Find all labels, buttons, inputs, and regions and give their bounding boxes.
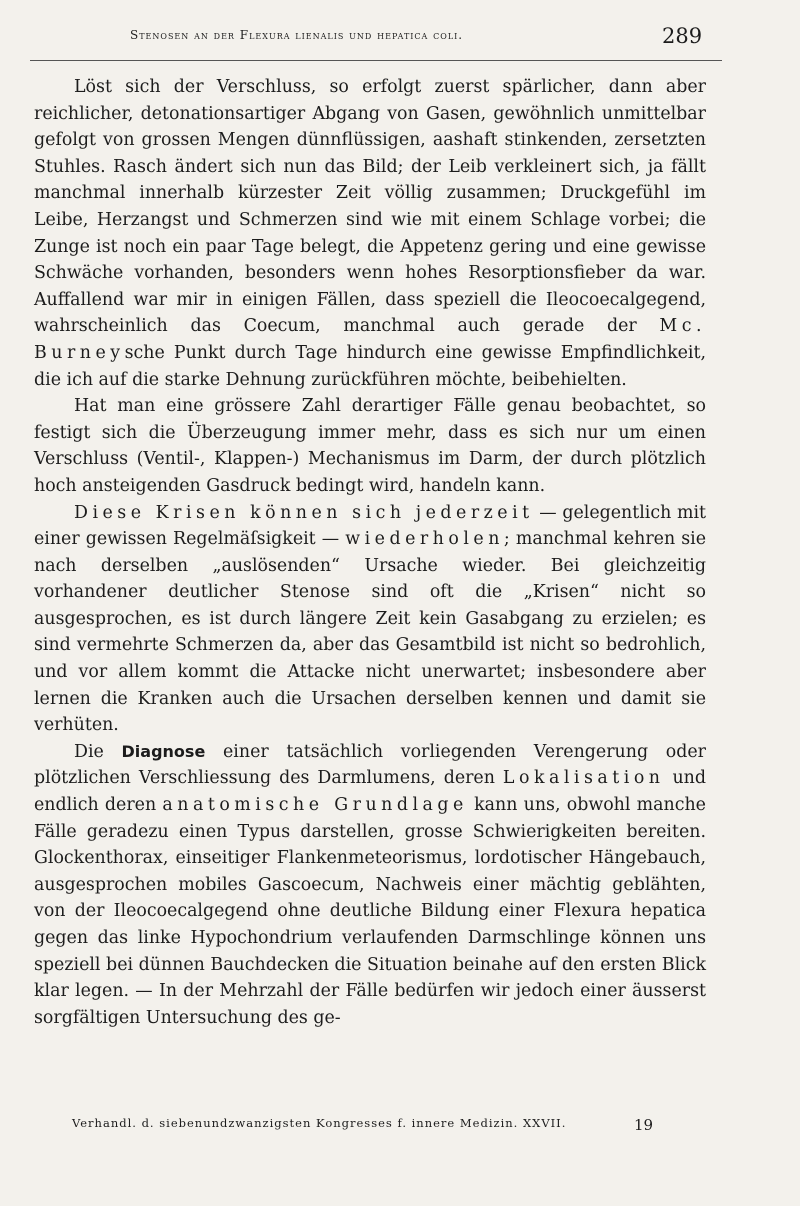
paragraph-2: Hat man eine grössere Zahl derartiger Fälle genau beobachtet, so festigt sich die Überzeugung immer mehr, dass es sich nur um einen Verschluss (Ventil-, Klappen-) Mechanismus im Darm, der durch plötzlich hoch ansteigenden Gasdruck bedingt wird, handeln kann. [34,396,706,496]
emphasis-anatomische-grundlage: anatomische Grundlage [162,795,468,816]
paragraph-1-text: Löst sich der Verschluss, so erfolgt zuerst spärlicher, dann aber reichlicher, detonationsartiger Abgang von Gasen, gewöhnlich unmittelbar gefolgt von grossen Mengen dünnflüssigen, aashaft stinkenden, zersetzten Stuhles. Rasch ändert sich nun das Bild; der Leib verkleinert sich, ja fällt manchmal innerhalb kürzester Zeit völlig zusammen; Druckgefühl im Leibe, Herzangst und Schmerzen sind wie mit einem Schlage vorbei; die Zunge ist noch ein paar Tage belegt, die Appetenz gering und eine gewisse Schwäche vorhanden, besonders wenn hohes Resorptionsfieber da war. Auffallend war mir in einigen Fällen, dass speziell die Ileocoecalgegend, wahrscheinlich das Coecum, manchmal auch gerade der [34,77,706,337]
paragraph-4-b: einer tatsächlich vorliegenden Verengerung oder plötzlichen Verschliessung des Darmlumens, deren [34,741,706,789]
header-rule [30,60,722,61]
body-text [34,74,706,1031]
paragraph-3 [34,500,706,739]
paragraph-4-c: und endlich deren [34,768,707,816]
heading-diagnose: Diagnose [121,741,206,761]
paragraph-3-b: ; manchmal kehren sie nach derselben „auslösenden“ Ursache wieder. Bei gleichzeitig vorhandener deutlicher Stenose sind oft die „Krisen“ nicht so ausgesprochen, es ist durch längere Zeit kein Gasabgang zu erzielen; es sind vermehrte Schmerzen da, aber das Gesamtbild ist nicht so bedrohlich, und vor allem kommt die Attacke nicht unerwartet; insbesondere aber lernen die Kranken auch die Ursachen derselben kennen und damit sie verhüten. [34,529,706,736]
signature-mark: 19 [634,1116,654,1134]
page-number: 289 [662,24,703,48]
footer-source: Verhandl. d. siebenundzwanzigsten Kongresses f. innere Medizin. XXVII. [72,1116,567,1130]
paragraph-3-a: — gelegentlich mit einer gewissen Regelmäſsigkeit — [34,502,706,550]
emphasis-lokalisation: Lokalisation [502,768,665,789]
emphasis-wiederholen: wiederholen [345,529,504,550]
paragraph-1-end: sche Punkt durch Tage hindurch eine gewisse Empfindlichkeit, die ich auf die starke Dehnung zurückführen möchte, beibehielten. [34,342,706,390]
running-title: Stenosen an der Flexura lienalis und hepatica coli. [130,28,464,42]
paragraph-1 [34,74,706,393]
emphasis-krisen: Diese Krisen können sich jederzeit [74,502,534,523]
person-name: Mc. Burney [34,316,706,363]
paragraph-4-d: kann uns, obwohl manche Fälle geradezu einen Typus darstellen, grosse Schwierigkeiten bereiten. Glockenthorax, einseitiger Flankenmeteorismus, lordotischer Hängebauch, ausgesprochen mobiles Gascoecum, Nachweis einer mächtig geblähten, von der Ileocoecalgegend ohne deutliche Bildung einer Flexura hepatica gegen das linke Hypochondrium verlaufenden Darmschlinge können uns speziell bei dünnen Bauchdecken die Situation beinahe auf den ersten Blick klar legen. — In der Mehrzahl der Fälle bedürfen wir jedoch einer äusserst sorgfältigen Untersuchung des ge- [34,795,706,1028]
paragraph-4 [34,739,706,1032]
paragraph-4-a: Die [74,741,122,762]
